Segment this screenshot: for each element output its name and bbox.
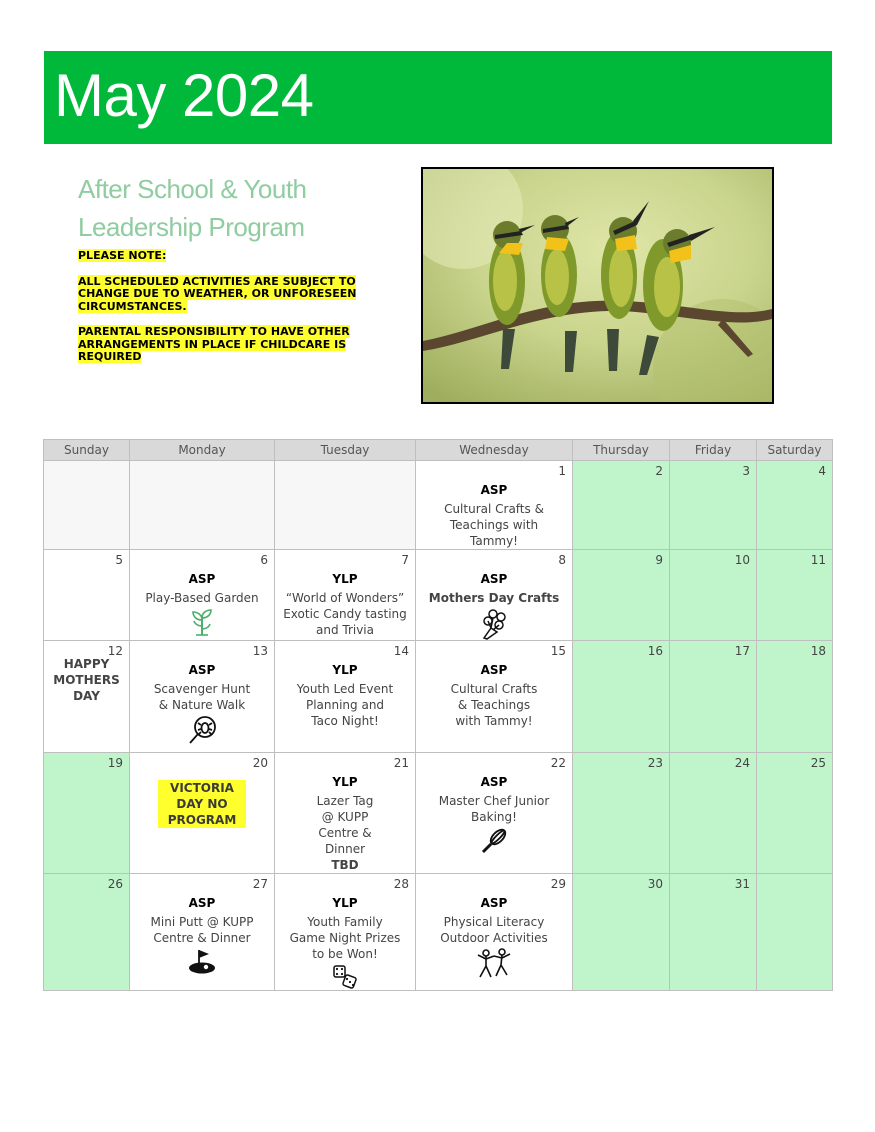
activity-description: Youth Family Game Night Prizes to be Won! <box>289 915 401 961</box>
day-cell-12 <box>44 641 130 753</box>
day-number: 21 <box>393 756 409 770</box>
week-row <box>44 874 833 991</box>
day-number: 29 <box>550 877 566 891</box>
victoria-day-note: VICTORIA DAY NO PROGRAM <box>158 780 246 828</box>
day-cell-16 <box>573 641 670 753</box>
day-number: 24 <box>734 756 750 770</box>
program-code: ASP <box>480 572 508 586</box>
activity-description: Scavenger Hunt & Nature Walk <box>153 682 251 712</box>
day-cell-21 <box>275 753 416 874</box>
note-weather: ALL SCHEDULED ACTIVITIES ARE SUBJECT TO CHANGE DUE TO WEATHER, OR UNFORESEEN CIRCUMSTANCES. <box>78 274 357 313</box>
day-number: 22 <box>550 756 566 770</box>
day-number: 12 <box>107 644 123 658</box>
day-cell-29 <box>416 874 573 991</box>
program-code: ASP <box>480 663 508 677</box>
week-row <box>44 461 833 550</box>
day-cell-3 <box>670 461 757 550</box>
day-number: 1 <box>558 464 566 478</box>
weekday-header-row <box>44 440 833 461</box>
day-cell-26 <box>44 874 130 991</box>
activity-description: Play-Based Garden <box>145 591 259 605</box>
day-cell-empty <box>130 461 275 550</box>
day-cell-8 <box>416 550 573 641</box>
day-cell-19 <box>44 753 130 874</box>
activity-description: Master Chef Junior Baking! <box>438 794 550 824</box>
weekday-friday: Friday <box>670 440 757 461</box>
note-heading: PLEASE NOTE: <box>78 249 167 262</box>
magnifier-bug-icon <box>187 715 217 747</box>
day-number: 23 <box>647 756 663 770</box>
program-code: ASP <box>480 483 508 497</box>
day-cell-31 <box>670 874 757 991</box>
day-cell-5 <box>44 550 130 641</box>
program-code: ASP <box>480 775 508 789</box>
day-number: 14 <box>393 644 409 658</box>
activity-extra: TBD <box>331 858 359 872</box>
day-cell-17 <box>670 641 757 753</box>
day-number: 3 <box>742 464 750 478</box>
notes-block <box>78 250 408 377</box>
weekday-monday: Monday <box>130 440 275 461</box>
program-code: ASP <box>188 663 216 677</box>
day-cell-4 <box>757 461 833 550</box>
program-code: ASP <box>188 896 216 910</box>
day-number: 26 <box>107 877 123 891</box>
activity-description: Cultural Crafts & Teachings with Tammy! <box>444 502 544 548</box>
weekday-wednesday: Wednesday <box>416 440 573 461</box>
week-row <box>44 753 833 874</box>
month-banner <box>44 51 832 144</box>
day-number: 7 <box>401 553 409 567</box>
weekday-tuesday: Tuesday <box>275 440 416 461</box>
month-title: May 2024 <box>54 62 314 129</box>
day-number: 9 <box>655 553 663 567</box>
program-code: YLP <box>332 896 358 910</box>
day-cell-empty <box>275 461 416 550</box>
day-number: 19 <box>107 756 123 770</box>
activity-description: “World of Wonders” Exotic Candy tasting and Trivia <box>283 591 407 637</box>
day-number: 16 <box>647 644 663 658</box>
note-parental: PARENTAL RESPONSIBILITY TO HAVE OTHER ARRANGEMENTS IN PLACE IF CHILDCARE IS REQUIRED <box>78 325 350 363</box>
day-number: 28 <box>393 877 409 891</box>
golf-icon <box>187 948 217 974</box>
day-cell-10 <box>670 550 757 641</box>
day-cell-11 <box>757 550 833 641</box>
day-number: 10 <box>734 553 750 567</box>
calendar-grid <box>43 439 833 991</box>
day-cell-27 <box>130 874 275 991</box>
day-number: 5 <box>115 553 123 567</box>
day-number: 20 <box>252 756 268 770</box>
activity-description: Mini Putt @ KUPP Centre & Dinner <box>150 915 254 945</box>
program-code: ASP <box>480 896 508 910</box>
whisk-icon <box>480 827 508 855</box>
day-cell-7 <box>275 550 416 641</box>
day-number: 8 <box>558 553 566 567</box>
day-cell-22 <box>416 753 573 874</box>
day-number: 13 <box>252 644 268 658</box>
day-cell-14 <box>275 641 416 753</box>
bird-photo <box>421 167 774 404</box>
week-row <box>44 641 833 753</box>
activity-description: Physical Literacy Outdoor Activities <box>440 915 548 945</box>
day-cell-13 <box>130 641 275 753</box>
day-cell-28 <box>275 874 416 991</box>
day-number: 18 <box>810 644 826 658</box>
day-number: 27 <box>252 877 268 891</box>
program-code: YLP <box>332 775 358 789</box>
program-code: ASP <box>188 572 216 586</box>
weekday-saturday: Saturday <box>757 440 833 461</box>
seedling-icon <box>190 608 214 636</box>
program-code: YLP <box>332 663 358 677</box>
activity-description: Mothers Day Crafts <box>428 591 560 605</box>
weekday-thursday: Thursday <box>573 440 670 461</box>
day-cell-2 <box>573 461 670 550</box>
mothers-day-note: HAPPY MOTHERS DAY <box>53 657 120 703</box>
day-number: 4 <box>818 464 826 478</box>
dice-icon <box>332 964 358 990</box>
day-cell-empty <box>757 874 833 991</box>
day-cell-24 <box>670 753 757 874</box>
day-cell-18 <box>757 641 833 753</box>
day-cell-9 <box>573 550 670 641</box>
day-cell-30 <box>573 874 670 991</box>
activity-description: Youth Led Event Planning and Taco Night! <box>296 682 394 728</box>
day-cell-25 <box>757 753 833 874</box>
week-row <box>44 550 833 641</box>
day-number: 6 <box>260 553 268 567</box>
program-title: After School & Youth Leadership Program <box>78 174 307 242</box>
day-cell-20 <box>130 753 275 874</box>
day-cell-empty <box>44 461 130 550</box>
day-number: 17 <box>734 644 750 658</box>
bee-eater-birds-image <box>423 169 772 402</box>
day-number: 2 <box>655 464 663 478</box>
day-cell-15 <box>416 641 573 753</box>
day-number: 31 <box>734 877 750 891</box>
weekday-sunday: Sunday <box>44 440 130 461</box>
bouquet-icon <box>479 608 509 640</box>
day-number: 15 <box>550 644 566 658</box>
activity-description: Lazer Tag @ KUPP Centre & Dinner <box>316 794 374 856</box>
day-cell-6 <box>130 550 275 641</box>
dancers-icon <box>474 948 514 980</box>
day-cell-1 <box>416 461 573 550</box>
day-number: 30 <box>647 877 663 891</box>
program-code: YLP <box>332 572 358 586</box>
day-cell-23 <box>573 753 670 874</box>
day-number: 25 <box>810 756 826 770</box>
day-number: 11 <box>810 553 826 567</box>
activity-description: Cultural Crafts & Teachings with Tammy! <box>450 682 538 728</box>
